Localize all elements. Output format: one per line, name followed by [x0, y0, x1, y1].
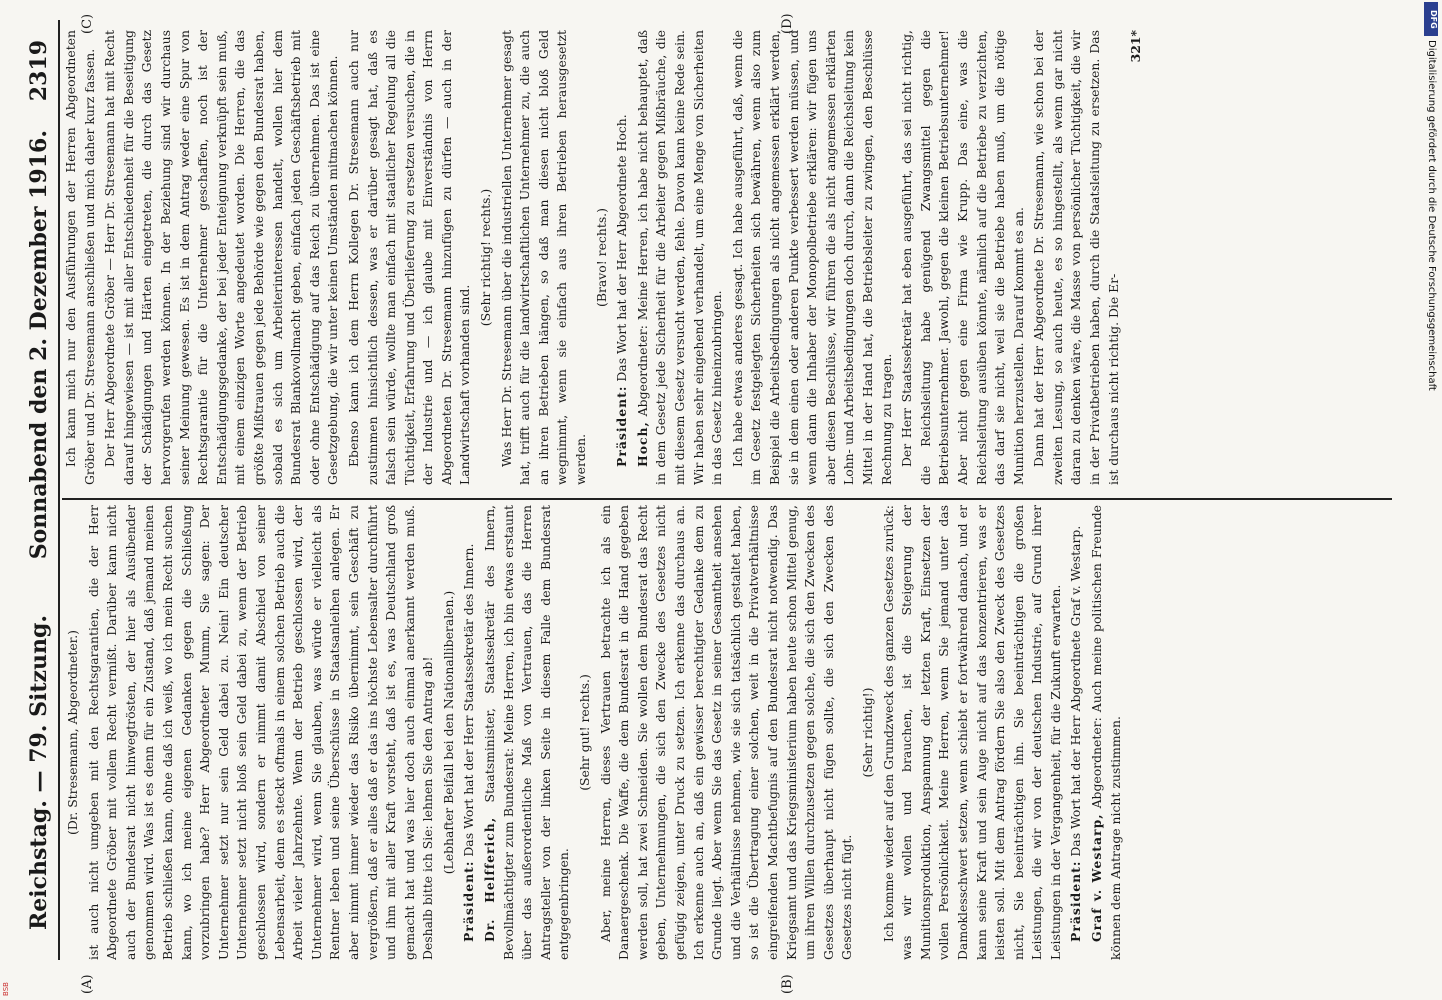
paragraph: Der Herr Staatssekretär hat eben ausgeführt, das sei nicht richtig, die Reichsleitung habe genügend Zwangsmittel gegen die Betriebsunternehmer. Jawohl, gegen die kleinen Betriebsunternehmer! Aber nicht gegen eine Firma wie Krupp. Das eine, was die Reichsleitung ausüben könnte, nämlich auf die Betriebe zu verzichten, das darf sie nicht, weil sie die Betriebe haben muß, um die nötige Munition herzustellen. Darauf kommt es an. — [899, 30, 1026, 485]
paragraph: Was Herr Dr. Stresemann über die industriellen Unternehmer gesagt hat, trifft auch für die landwirtschaftlichen Unternehmer zu, die auch an ihren Betrieben hängen, so daß man diesen nicht bloß Geld wegnimmt, wenn sie einfach aus ihren Betrieben herausgesetzt werden. — [498, 30, 589, 485]
speech-text: Abgeordneter: Auch meine politischen Freunde können dem Antrage nicht zustimmen. — [1089, 505, 1123, 960]
margin-marker-d: (D) — [780, 13, 795, 34]
paragraph: Ich kann mich nur den Ausführungen der Herren Abgeordneten Gröber und Dr. Stresemann anschließen und mich daher kurz fassen. — [63, 30, 97, 485]
header-rule — [58, 20, 60, 960]
page-number: 2319 — [26, 40, 52, 102]
page-header — [20, 40, 60, 960]
paragraph: Ich komme wieder auf den Grundzweck des ganzen Gesetzes zurück: was wir wollen und brauchen, ist die Steigerung der Munitionsproduktion, Anspannung der letzten Kraft, Einsetzen der vollen Persönlichkeit. Meine Herren, wenn Sie jemand unter das Damoklesschwert setzen, wenn schiebt er fortwährend danach, und er kann seine Kraft und sein Auge nicht auf das konzentrieren, was er leisten soll. Mit dem Antrag fördern Sie also den Zweck des Gesetzes nicht, Sie beeinträchtigen ihn. Sie beeinträchtigen die großen Leistungen, die wir von der deutschen Industrie, auf Grund ihrer Leistungen in der Vergangenheit, für die Zukunft erwarten. — [880, 505, 1063, 960]
paragraph: Dann hat der Herr Abgeordnete Dr. Stresemann, wie schon bei der zweiten Lesung, so auch heute, es so hingestellt, als wenn gar nicht daran zu denken wäre, die Masse von persönlicher Tüchtigkeit, die wir in der Privatbetrieben haben, durch die Staatsleitung zu ersetzen. Das ist durchaus nicht richtig. Die Er- — [1031, 30, 1121, 485]
dfg-logo: DFG — [1424, 2, 1438, 36]
speaker-context: (Dr. Stresemann, Abgeordneter.) — [65, 630, 80, 836]
speaker-name: Präsident: — [1068, 860, 1084, 942]
margin-marker-a: (A) — [80, 974, 95, 994]
library-mark: BSB — [2, 982, 10, 996]
speaker-name: Hoch, — [634, 421, 650, 467]
applause-note: (Sehr richtig!) — [859, 687, 875, 778]
speech-text: Das Wort hat der Herr Abgeordnete Graf v. Westarp. — [1068, 525, 1084, 857]
applause-note: (Sehr gut! rechts.) — [577, 674, 593, 791]
margin-marker-c: (C) — [80, 13, 95, 34]
paragraph: Aber, meine Herren, dieses Vertrauen betrachte ich als ein Danaergeschenk. Die Waffe, die dem Bundesrat in die Hand gegeben werden soll, hat zwei Schneiden. Sie wollen dem Bundesrat das Recht geben, Unternehmungen, die sich den Zwecke des Gesetzes nicht gefügig zeigen, unter Druck zu setzen. Ich erkenne das durchaus an. Ich erkenne auch an, daß ein gewisser berechtigter Gedanke dem zu Grunde liegt. Aber wenn Sie das Gesetz in seiner Gesamtheit ansehen und die Verhältnisse nehmen, wie sie sich tatsächlich gestaltet haben, so ist die Übertragung einer solchen, weit in die Privatverhältnisse eingreifenden Machtbefugnis auf den Bundesrat nicht notwendig. Das Kriegsamt und das Kriegsministerium haben heute schon Mittel genug, um ihren Willen durchzusetzen gegen solche, die sich den Zwecken des Gesetzes überhaupt nicht fügen sollte, die sich den Zwecken des Gesetzes nicht fügt. — [597, 505, 855, 960]
applause-note: (Bravo! rechts.) — [593, 208, 609, 307]
applause-note: (Lebhafter Beifall bei den Nationalliberalen.) — [440, 590, 456, 875]
left-column — [62, 505, 1382, 960]
speaker-name: Graf v. Westarp, — [1089, 813, 1105, 942]
speaker-name: Dr. Helfferich, — [482, 816, 498, 942]
speech-text: Staatsminister, Staatssekretär des Innern, Bevollmächtigter zum Bundesrat: Meine Herren, ich bin etwas erstaunt über das außerordentliche Maß von Vertrauen, das die Herren Antragsteller von der linken Seite in diesem Falle dem Bundesrat entgegenbringen. — [482, 505, 572, 960]
speaker-name: Präsident: — [461, 860, 477, 942]
header-left-title: Reichstag. — 79. Sitzung. — [26, 614, 52, 930]
right-column — [62, 30, 1382, 485]
speech-text: Das Wort hat der Herr Abgeordnete Hoch. — [614, 114, 630, 382]
paragraph: Ich habe etwas anderes gesagt. Ich habe ausgeführt, daß, wenn die im Gesetz festgelegten Sicherheiten sich bewähren, wenn also zum Beispiel die Arbeitsbedingungen als nicht angemessen erklärt werden, sie in dem einen oder anderen Punkte verbessert werden müssen, und wenn dann die Inhaber der Monopolbetriebe erklären: wir fügen uns aber diesen Beschlüsse, wir führen die als nicht angemessen erklärten Lohn- und Arbeitsbedingungen doch durch, dann die Reichsleitung kein Mittel in der Hand hat, die Betriebsleiter zu zwingen, den Beschlüsse Rechnung zu tragen. — [729, 30, 894, 485]
paragraph: Der Herr Abgeordnete Gröber — Herr Dr. Stresemann hat mit Recht darauf hingewiesen — ist mit aller Entschiedenheit für die Beseitigung der Schädigungen und Härten eingetreten, die durch das Gesetz hervorgerufen werden können. In der Beziehung sind wir durchaus seiner Meinung gewesen. Es ist in dem Antrag weder eine Spur von Rechtsgarantie für die Unternehmer geschaffen, noch ist der Entschädigungsgedanke, der bei jeder Enteignung verknüpft sein muß, mit einem einzigen Worte angedeutet worden. Die Herren, die das größte Mißtrauen gegen jede Behörde wie gegen den Bundesrat haben, sobald es sich um Arbeiterinteressen handelt, wollen hier dem Bundesrat Blankovollmacht geben, einfach jeden Geschäftsbetrieb mit oder ohne Entschädigung auf das Reich zu übernehmen. Das ist eine Gesetzgebung, die wir unter keinen Umständen mitmachen können. — [102, 30, 341, 485]
header-date-title: Sonnabend den 2. Dezember 1916. — [26, 130, 52, 560]
paragraph: Ebenso kann ich dem Herrn Kollegen Dr. Stresemann auch nur zustimmen hinsichtlich dessen, was er darüber gesagt hat, daß es falsch sein würde, wollte man einfach mit staatlicher Regelung all die Tüchtigkeit, Erfahrung und Überlieferung zu ersetzen versuchen, die in der Industrie und — ich glaube mit Einverständnis von Herrn Abgeordneten Dr. Stresemann hinzufügen zu dürfen — auch in der Landwirtschaft vorhanden sind. — [345, 30, 473, 485]
digitization-credit — [1422, 0, 1440, 1000]
column-divider — [62, 499, 1392, 501]
margin-marker-b: (B) — [780, 974, 795, 994]
digitization-credit-text: Digitalisierung gefördert durch die Deutsche Forschungsgemeinschaft — [1426, 40, 1437, 391]
speaker-name: Präsident: — [614, 385, 630, 467]
applause-note: (Sehr richtig! rechts.) — [478, 188, 494, 327]
paragraph: ist auch nicht umgeben mit den Rechtsgarantien, die der Herr Abgeordnete Gröber mit vollem Recht vermißt. Darüber kann nicht auch der Bundesrat nicht hinwegtrösten, der hier als Ausübender genommen wird. Was ist es denn für ein Zustand, daß jemand meinen Betrieb schließen kann, ohne daß ich weiß, wo ich mein Recht suchen kann, wo ich meine eigenen Gedanken gegen die Schließung vorzubringen habe? Herr Abgeordneter Mumm, Sie sagen: Der Unternehmer setzt nur sein Geld dabei zu. Nein! Ein deutscher Unternehmer setzt nicht bloß sein Geld dabei zu, wenn der Betrieb geschlossen wird, sondern er nimmt damit Abschied von seiner Lebensarbeit, denn es steckt oftmals in einem solchen Betrieb auch die Arbeit vieler Jahrzehnte. Wenn der Betrieb geschlossen wird, der Unternehmer wird, wenn Sie glauben, was würde er vielleicht als Rentner leben und seine Überschüsse in Staatsanleihen anlegen. Er aber nimmt immer wieder das Risiko übernimmt, sein Geschäft zu vergrößern, daß er alles daß er das ins höchste Lebensalter durchführt und ihm mit aller Kraft vorsteht, daß ist es, was Deutschland groß gemacht hat und was hier doch auch einmal anerkannt werden muß. Deshalb bitte ich Sie: lehnen Sie den Antrag ab! — [85, 505, 436, 960]
speech-text: Abgeordneter: Meine Herren, ich habe nicht behauptet, daß in dem Gesetz jede Sicherheit für die Arbeiter gegen Mißbräuche, die mit diesem Gesetz versucht werden, fehle. Davon kann keine Rede sein. Wir haben sehr eingehend verhandelt, um eine Menge von Sicherheiten in das Gesetz hineinzubringen. — [634, 30, 725, 485]
signature-mark: 321* — [1128, 30, 1144, 63]
speech-text: Das Wort hat der Herr Staatssekretär des Innern. — [461, 543, 477, 857]
